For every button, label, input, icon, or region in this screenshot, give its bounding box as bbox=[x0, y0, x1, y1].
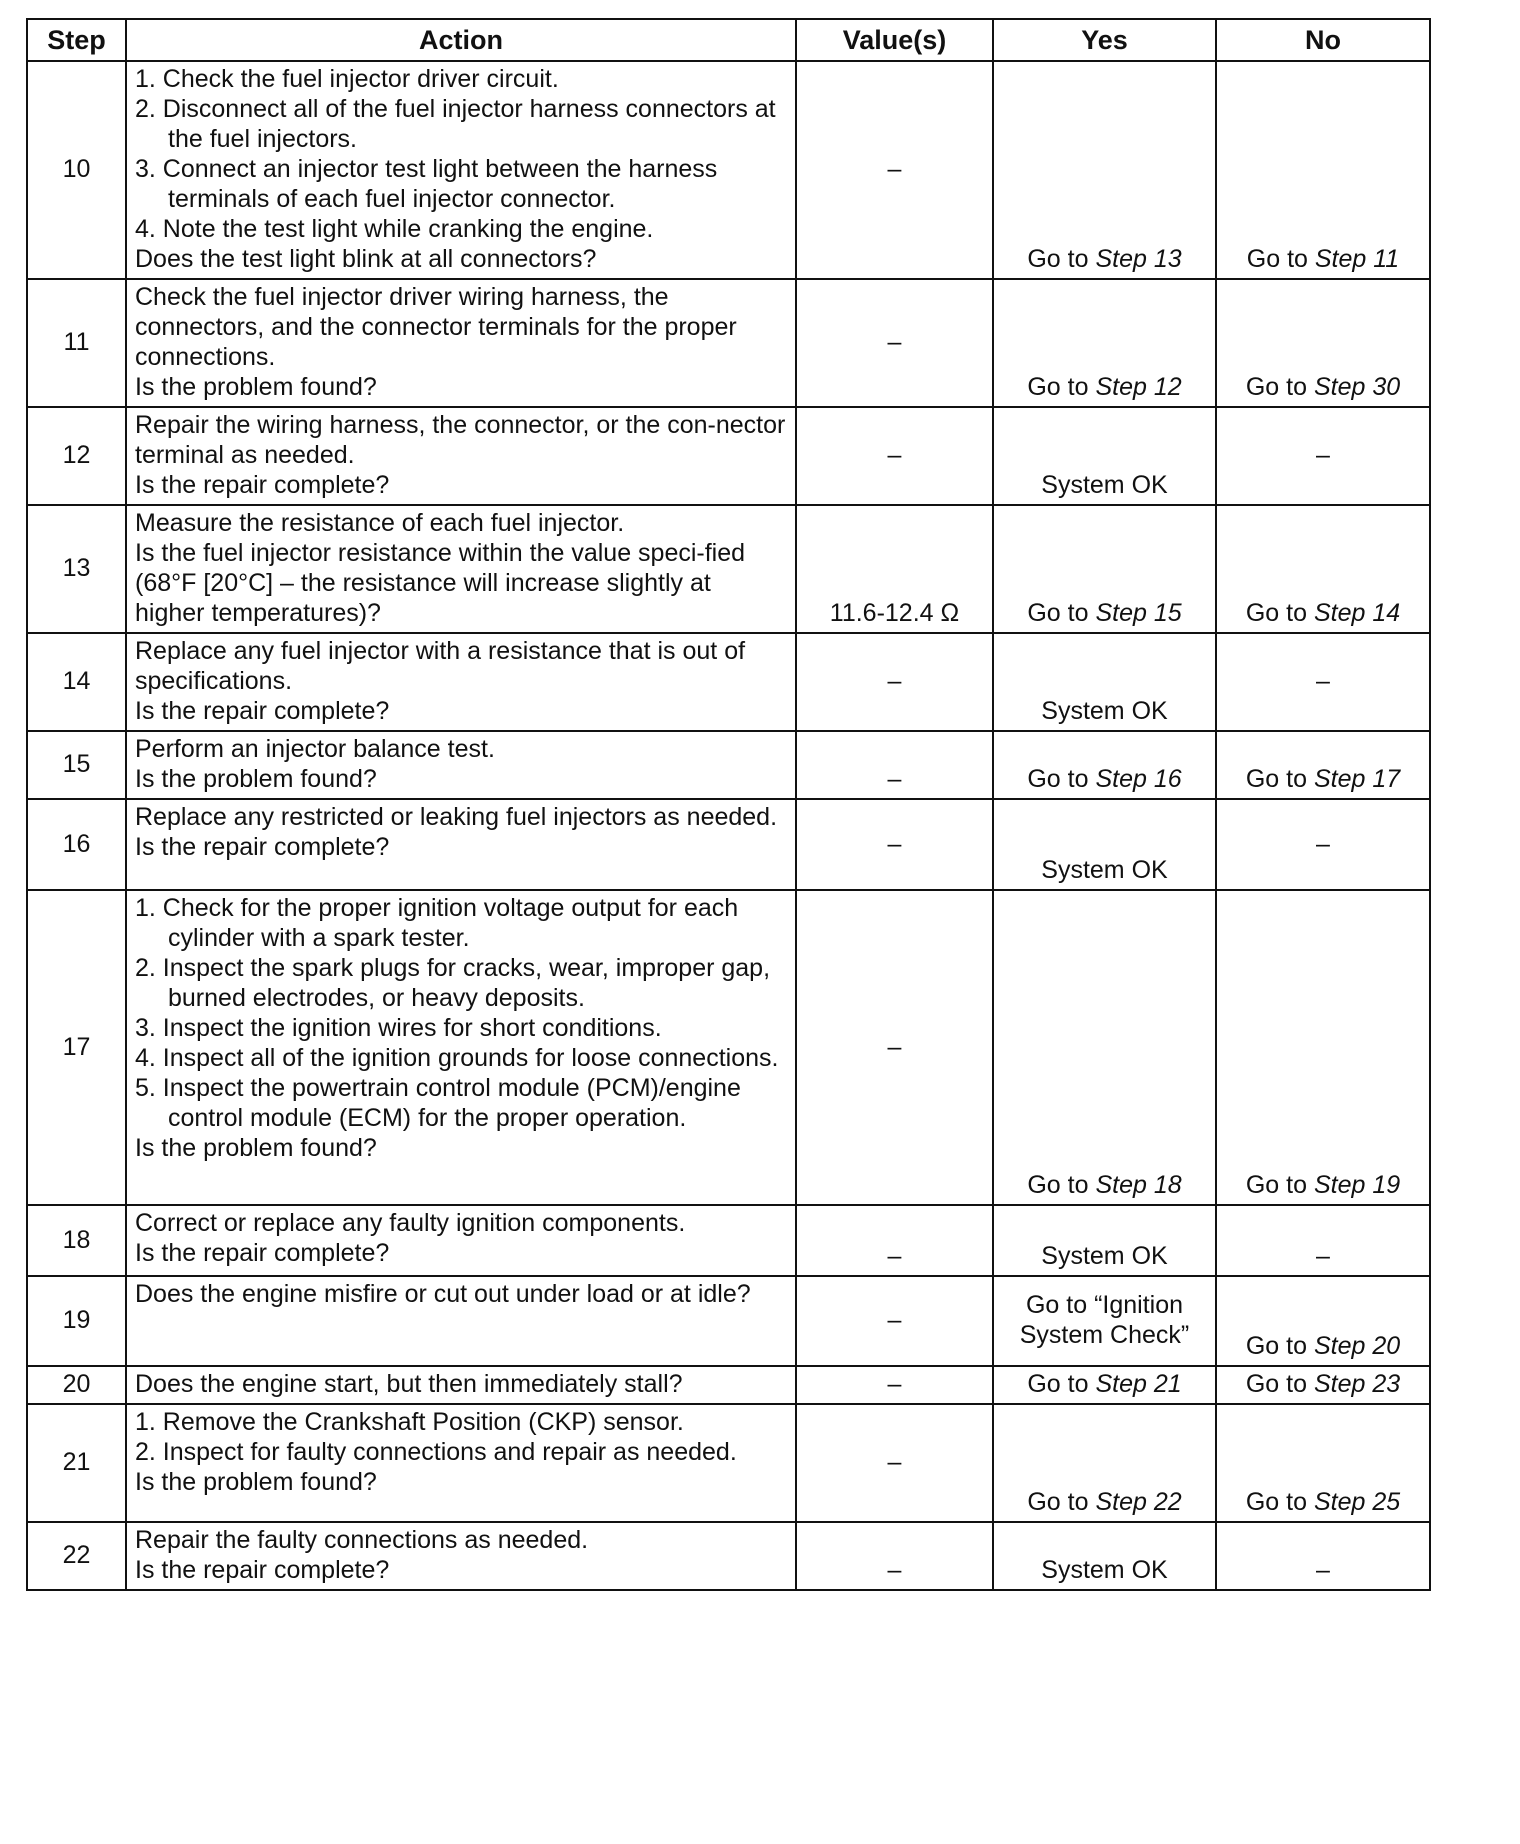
action-question: Is the repair complete? bbox=[135, 833, 390, 861]
diagnostic-table bbox=[26, 18, 1431, 1591]
action-cell bbox=[126, 1276, 796, 1366]
goto-step-ref: Step 17 bbox=[1313, 765, 1401, 793]
goto-prefix: Go to bbox=[1027, 765, 1096, 793]
header-no: No bbox=[1216, 19, 1430, 61]
step-number: 15 bbox=[27, 731, 126, 799]
yes-outcome bbox=[993, 1404, 1216, 1522]
no-outcome bbox=[1216, 633, 1430, 731]
step-number: 10 bbox=[27, 61, 126, 279]
action-question: Check the fuel injector driver wiring harness, the connectors, and the connector terminals for the proper connections. bbox=[135, 283, 737, 371]
value-cell: – bbox=[796, 1522, 993, 1590]
goto-step-ref: Step 19 bbox=[1313, 1171, 1401, 1199]
action-question: Measure the resistance of each fuel injector. bbox=[135, 509, 625, 537]
no-outcome bbox=[1216, 1522, 1430, 1590]
table-row bbox=[27, 1366, 1430, 1404]
table-row bbox=[27, 279, 1430, 407]
table-row bbox=[27, 505, 1430, 633]
goto-step-ref: Step 11 bbox=[1314, 245, 1400, 273]
action-item: 2. Inspect the spark plugs for cracks, wear, improper gap, burned electrodes, or heavy deposits. bbox=[135, 954, 771, 1012]
action-item: 1. Check for the proper ignition voltage output for each cylinder with a spark tester. bbox=[135, 894, 739, 952]
action-question: Is the repair complete? bbox=[135, 471, 390, 499]
value-cell: – bbox=[796, 61, 993, 279]
yes-outcome bbox=[993, 731, 1216, 799]
action-item: 2. Disconnect all of the fuel injector harness connectors at the fuel injectors. bbox=[135, 95, 776, 153]
step-number: 18 bbox=[27, 1205, 126, 1276]
diagnostic-table-sheet bbox=[26, 18, 1431, 1591]
step-number: 11 bbox=[27, 279, 126, 407]
yes-outcome bbox=[993, 407, 1216, 505]
yes-outcome bbox=[993, 1366, 1216, 1404]
goto-prefix: Go to bbox=[1245, 1370, 1314, 1398]
goto-prefix: Go to bbox=[1245, 599, 1314, 627]
action-question: Does the engine misfire or cut out under load or at idle? bbox=[135, 1280, 751, 1308]
table-row bbox=[27, 61, 1430, 279]
header-values: Value(s) bbox=[796, 19, 993, 61]
yes-outcome bbox=[993, 1205, 1216, 1276]
outcome-text: System OK bbox=[1041, 1556, 1168, 1584]
header-yes: Yes bbox=[993, 19, 1216, 61]
value-cell: – bbox=[796, 731, 993, 799]
no-outcome bbox=[1216, 890, 1430, 1205]
action-item: 5. Inspect the powertrain control module (PCM)/engine control module (ECM) for the proper operation. bbox=[135, 1074, 741, 1132]
action-question: Does the test light blink at all connectors? bbox=[135, 245, 597, 273]
outcome-text: System OK bbox=[1041, 697, 1168, 725]
action-cell bbox=[126, 1522, 796, 1590]
step-number: 13 bbox=[27, 505, 126, 633]
step-number: 22 bbox=[27, 1522, 126, 1590]
action-question: Is the repair complete? bbox=[135, 1556, 390, 1584]
action-question: Is the problem found? bbox=[135, 1468, 377, 1496]
yes-outcome bbox=[993, 890, 1216, 1205]
no-outcome bbox=[1216, 1276, 1430, 1366]
action-item: 1. Check the fuel injector driver circuit. bbox=[135, 65, 559, 93]
no-outcome bbox=[1216, 1366, 1430, 1404]
action-question: Is the repair complete? bbox=[135, 697, 390, 725]
yes-outcome bbox=[993, 633, 1216, 731]
table-row bbox=[27, 1205, 1430, 1276]
action-item: 4. Inspect all of the ignition grounds for loose connections. bbox=[135, 1044, 779, 1072]
no-outcome bbox=[1216, 1205, 1430, 1276]
no-outcome bbox=[1216, 279, 1430, 407]
table-row bbox=[27, 407, 1430, 505]
action-item: 1. Remove the Crankshaft Position (CKP) sensor. bbox=[135, 1408, 684, 1436]
goto-prefix: Go to bbox=[1027, 1488, 1096, 1516]
goto-prefix: Go to bbox=[1245, 1488, 1314, 1516]
no-outcome bbox=[1216, 505, 1430, 633]
no-outcome bbox=[1216, 799, 1430, 890]
value-cell: – bbox=[796, 1366, 993, 1404]
step-number: 21 bbox=[27, 1404, 126, 1522]
goto-prefix: Go to bbox=[1027, 245, 1096, 273]
goto-step-ref: Step 23 bbox=[1313, 1370, 1401, 1398]
goto-prefix: Go to bbox=[1027, 1171, 1096, 1199]
value-cell: – bbox=[796, 633, 993, 731]
goto-prefix: Go to bbox=[1245, 765, 1314, 793]
goto-prefix: Go to bbox=[1245, 1332, 1314, 1360]
goto-step-ref: Step 13 bbox=[1095, 245, 1182, 273]
goto-step-ref: Step 15 bbox=[1095, 599, 1182, 627]
table-row bbox=[27, 1522, 1430, 1590]
outcome-text: – bbox=[1316, 1556, 1330, 1584]
value-cell: – bbox=[796, 407, 993, 505]
action-question: Is the problem found? bbox=[135, 373, 377, 401]
table-row bbox=[27, 1404, 1430, 1522]
action-question: Is the repair complete? bbox=[135, 1239, 390, 1267]
action-question: Is the problem found? bbox=[135, 765, 377, 793]
table-row bbox=[27, 731, 1430, 799]
goto-step-ref: Step 25 bbox=[1313, 1488, 1401, 1516]
action-cell bbox=[126, 407, 796, 505]
action-question: Repair the faulty connections as needed. bbox=[135, 1526, 589, 1554]
value-cell: – bbox=[796, 1404, 993, 1522]
yes-outcome bbox=[993, 279, 1216, 407]
table-row bbox=[27, 633, 1430, 731]
action-item: 3. Connect an injector test light between the harness terminals of each fuel injector connector. bbox=[135, 155, 718, 213]
action-question: Is the fuel injector resistance within the value speci-fied (68°F [20°C] – the resistance will increase slightly at higher temperatures)? bbox=[135, 539, 746, 627]
action-question: Replace any fuel injector with a resistance that is out of specifications. bbox=[135, 637, 746, 695]
action-question: Replace any restricted or leaking fuel injectors as needed. bbox=[135, 803, 778, 831]
no-outcome bbox=[1216, 407, 1430, 505]
step-number: 17 bbox=[27, 890, 126, 1205]
value-cell: – bbox=[796, 799, 993, 890]
action-question: Does the engine start, but then immediately stall? bbox=[135, 1370, 683, 1398]
table-row bbox=[27, 890, 1430, 1205]
value-cell: – bbox=[796, 890, 993, 1205]
goto-step-ref: Step 20 bbox=[1313, 1332, 1401, 1360]
goto-step-ref: Step 12 bbox=[1095, 373, 1182, 401]
table-body bbox=[27, 61, 1430, 1590]
action-item: 3. Inspect the ignition wires for short conditions. bbox=[135, 1014, 662, 1042]
goto-step-ref: Step 14 bbox=[1313, 599, 1401, 627]
action-cell bbox=[126, 1366, 796, 1404]
action-cell bbox=[126, 1404, 796, 1522]
action-question: Is the problem found? bbox=[135, 1134, 377, 1162]
action-cell bbox=[126, 1205, 796, 1276]
action-item: 4. Note the test light while cranking the engine. bbox=[135, 215, 654, 243]
header-row bbox=[27, 19, 1430, 61]
action-question: Perform an injector balance test. bbox=[135, 735, 495, 763]
goto-prefix: Go to bbox=[1246, 245, 1315, 273]
action-cell bbox=[126, 633, 796, 731]
action-cell bbox=[126, 799, 796, 890]
yes-outcome bbox=[993, 61, 1216, 279]
action-cell bbox=[126, 890, 796, 1205]
value-cell: – bbox=[796, 279, 993, 407]
action-cell bbox=[126, 279, 796, 407]
no-outcome bbox=[1216, 731, 1430, 799]
action-question: Correct or replace any faulty ignition components. bbox=[135, 1209, 686, 1237]
header-action: Action bbox=[126, 19, 796, 61]
goto-prefix: Go to bbox=[1027, 373, 1096, 401]
yes-outcome bbox=[993, 505, 1216, 633]
no-outcome bbox=[1216, 61, 1430, 279]
outcome-text: System OK bbox=[1041, 1242, 1168, 1270]
step-number: 12 bbox=[27, 407, 126, 505]
goto-prefix: Go to bbox=[1027, 599, 1096, 627]
goto-prefix: Go to bbox=[1245, 1171, 1314, 1199]
no-outcome bbox=[1216, 1404, 1430, 1522]
yes-outcome bbox=[993, 799, 1216, 890]
goto-step-ref: Step 30 bbox=[1313, 373, 1401, 401]
goto-prefix: Go to bbox=[1027, 1370, 1096, 1398]
step-number: 19 bbox=[27, 1276, 126, 1366]
table-row bbox=[27, 799, 1430, 890]
outcome-text: System OK bbox=[1041, 856, 1168, 884]
step-number: 16 bbox=[27, 799, 126, 890]
header-step: Step bbox=[27, 19, 126, 61]
step-number: 20 bbox=[27, 1366, 126, 1404]
action-question: Repair the wiring harness, the connector, or the con-nector terminal as needed. bbox=[135, 411, 786, 469]
outcome-text: Go to “Ignition System Check” bbox=[1019, 1291, 1190, 1349]
value-cell: – bbox=[796, 1276, 993, 1366]
yes-outcome bbox=[993, 1276, 1216, 1366]
outcome-text: – bbox=[1316, 441, 1330, 469]
goto-step-ref: Step 21 bbox=[1095, 1370, 1182, 1398]
goto-step-ref: Step 16 bbox=[1095, 765, 1182, 793]
action-cell bbox=[126, 505, 796, 633]
outcome-text: – bbox=[1316, 667, 1330, 695]
goto-step-ref: Step 22 bbox=[1095, 1488, 1182, 1516]
outcome-text: System OK bbox=[1041, 471, 1168, 499]
table-row bbox=[27, 1276, 1430, 1366]
goto-prefix: Go to bbox=[1245, 373, 1314, 401]
value-cell: 11.6-12.4 Ω bbox=[796, 505, 993, 633]
step-number: 14 bbox=[27, 633, 126, 731]
action-cell bbox=[126, 61, 796, 279]
value-cell: – bbox=[796, 1205, 993, 1276]
yes-outcome bbox=[993, 1522, 1216, 1590]
outcome-text: – bbox=[1316, 1242, 1330, 1270]
action-item: 2. Inspect for faulty connections and repair as needed. bbox=[135, 1438, 737, 1466]
outcome-text: – bbox=[1316, 829, 1330, 858]
goto-step-ref: Step 18 bbox=[1095, 1171, 1182, 1199]
action-cell bbox=[126, 731, 796, 799]
